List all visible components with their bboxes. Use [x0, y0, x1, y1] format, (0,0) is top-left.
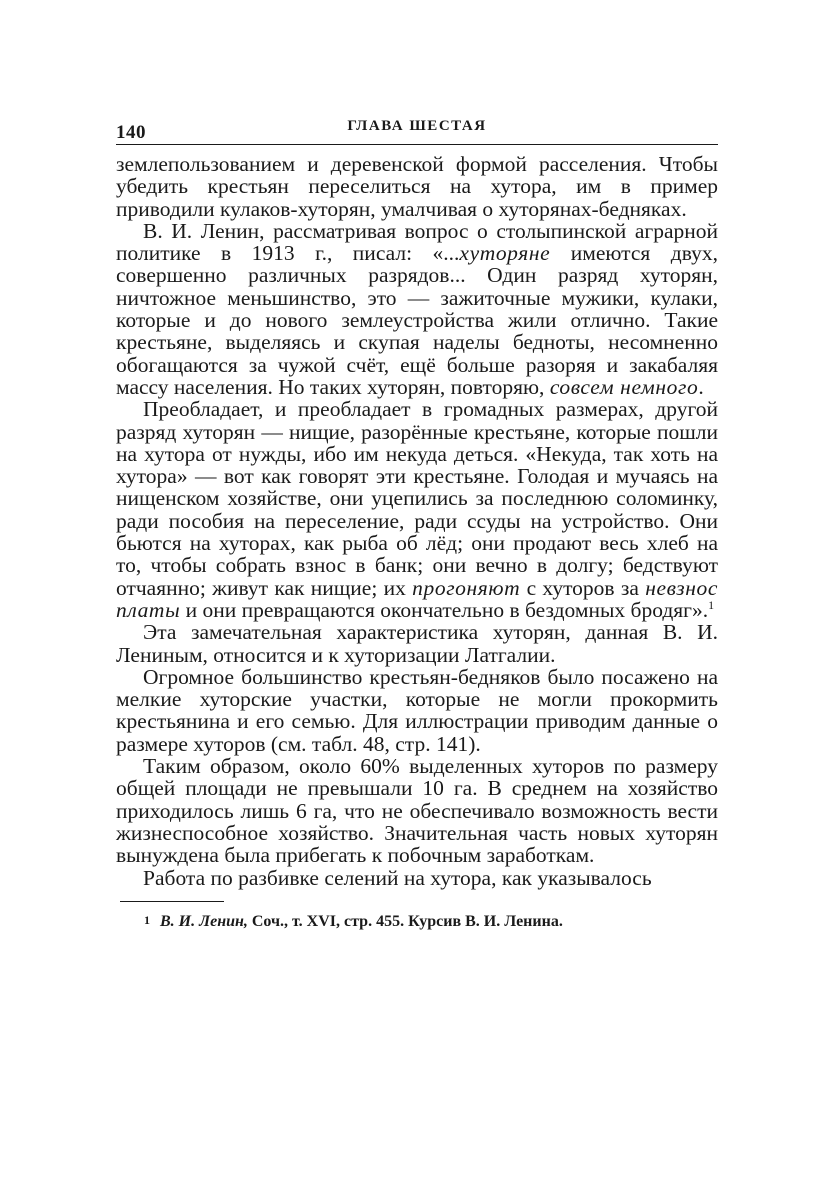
body-text [116, 153, 718, 889]
paragraph-lenin-quote-start: В. И. Ленин, рассматривая вопрос о столыпинской аграрной политике в 1913 г., писал: «...хуторяне имеются двух, совершенно различных разрядов... Один разряд хуторян, ничтожное меньшинство, это — зажиточные мужики, кулаки, которые и до нового землеустройства жили отлично. Такие крестьяне, выделяясь и скупая наделы бедноты, несомненно обогащаются за чужой счёт, ещё больше разоряя и закабаляя массу населения. Но таких хуторян, повторяю, совсем немного. [116, 218, 718, 399]
paragraph: Эта замечательная характеристика хуторян, данная В. И. Лениным, относится и к хуторизации Латгалии. [116, 620, 718, 667]
footnote-reference[interactable]: 1 [708, 597, 715, 612]
paragraph-continued: землепользованием и деревенской формой расселения. Чтобы убедить крестьян переселиться на хутора, им в пример приводили кулаков-хуторян, умалчивая о хуторянах-бедняках. [116, 152, 718, 221]
paragraph: Таким образом, около 60% выделенных хуторов по размеру общей площади не превышали 10 га. В среднем на хозяйство приходилось лишь 6 га, что не обеспечивало возможность вести жизнеспособное хозяйство. Значительная часть новых хуторян вынуждена была прибегать к побочным заработкам. [116, 754, 718, 868]
italic-emphasis: прогоняют [412, 575, 521, 600]
book-page [116, 118, 718, 932]
italic-emphasis: хуторяне [459, 241, 551, 266]
page-number: 140 [116, 122, 146, 143]
footnote-author: В. И. Ленин, [160, 912, 248, 930]
footnote [144, 910, 718, 932]
footnote-mark: 1 [144, 912, 150, 927]
footnote-text: Соч., т. XVI, стр. 455. Курсив В. И. Ленина. [247, 912, 563, 930]
paragraph-lenin-quote-end: Преобладает, и преобладает в громадных размерах, другой разряд хуторян — нищие, разорённые крестьяне, которые пошли на хутора от нужды, ибо им некуда деться. «Некуда, так хоть на хутора» — вот как говорят эти крестьяне. Голодая и мучаясь на нищенском хозяйстве, они уцепились за последнюю соломинку, ради пособия на переселение, ради ссуды на устройство. Они бьются на хуторах, как рыба об лёд; они продают весь хлеб на то, чтобы собрать взнос в банк; они вечно в долгу; бедствуют отчаянно; живут как нищие; их прогоняют с хуторов за невзнос платы и они превращаются окончательно в бездомных бродяг».$^1$ [116, 397, 718, 622]
footnote-divider [120, 901, 224, 902]
italic-emphasis: совсем немного [549, 374, 699, 399]
paragraph: Огромное большинство крестьян-бедняков было посажено на мелкие хуторские участки, которые не могли прокормить крестьянина и его семью. Для иллюстрации приводим данные о размере хуторов (см. табл. 48, стр. 141). [116, 664, 718, 756]
italic-emphasis: невзнос платы [116, 575, 718, 622]
running-header [116, 118, 718, 145]
paragraph: Работа по разбивке селений на хутора, как указывалось [143, 865, 652, 890]
chapter-title: ГЛАВА ШЕСТАЯ [347, 118, 487, 134]
